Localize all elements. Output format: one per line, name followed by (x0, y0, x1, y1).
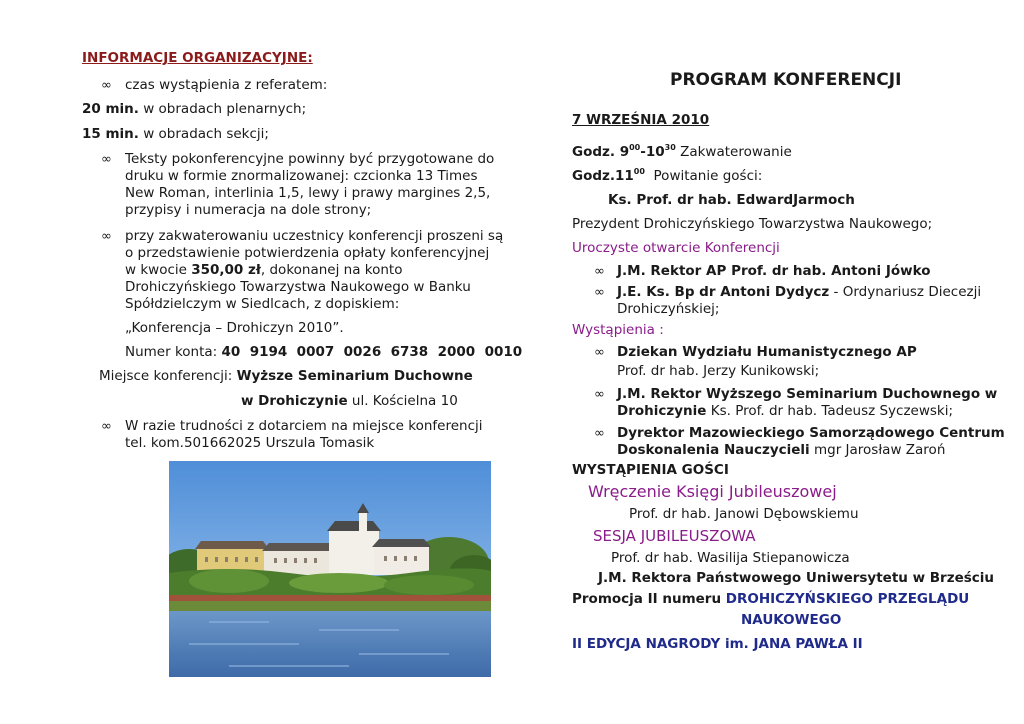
payment-line: Drohiczyńskiego Towarzystwa Naukowego w Banku (125, 279, 471, 295)
payment-line: Spółdzielczym w Siedlcach, z dopiskiem: (125, 296, 400, 312)
contact-line: tel. kom.501662025 Urszula Tomasik (125, 435, 375, 451)
bullet-icon: ∞ (101, 152, 112, 167)
greeter-name: Ks. Prof. dr hab. EdwardJarmoch (608, 192, 855, 208)
program-date: 7 WRZEŚNIA 2010 (572, 112, 710, 128)
bullet-icon: ∞ (101, 419, 112, 434)
promotion-line: Promocja II numeru DROHICZYŃSKIEGO PRZEGLĄDU (572, 591, 970, 607)
promotion-line2: NAUKOWEGO (741, 612, 842, 628)
talk-speaker: J.M. Rektor Wyższego Seminarium Duchownego w (617, 386, 998, 402)
book-heading: Wręczenie Księgi Jubileuszowej (588, 482, 837, 501)
slot-check-in: Godz. $9^{00}-10^{30}$ Zakwaterowanie (572, 143, 792, 160)
guests-heading: WYSTĄPIENIA GOŚCI (572, 462, 729, 478)
session-rector: J.M. Rektora Państwowego Uniwersytetu w Brześciu (598, 570, 994, 586)
opening-speaker: J.M. Rektor AP Prof. dr hab. Antoni Jówko (617, 263, 931, 279)
texts-line: przypisy i numeracja na dole strony; (125, 202, 372, 218)
bullet-icon: ∞ (594, 264, 605, 279)
account-number: Numer konta: 40 9194 0007 0026 6738 2000 0010 (125, 344, 523, 360)
bullet-icon: ∞ (594, 426, 605, 441)
opening-speaker-line2: Drohiczyńskiej; (617, 301, 720, 317)
venue-address: w Drohiczynie ul. Kościelna 10 (241, 393, 458, 409)
talk-speaker-line2: Drohiczynie Ks. Prof. dr hab. Tadeusz Syczewski; (617, 403, 954, 419)
bullet-icon: ∞ (101, 229, 112, 244)
slot-welcome: $Godz.11^{00}$ Powitanie gości: (572, 167, 763, 184)
bullet-icon: ∞ (594, 345, 605, 360)
session-person: Prof. dr hab. Wasilija Stiepanowicza (611, 550, 850, 566)
texts-line: druku w formie znormalizowanej: czcionka 13 Times (125, 168, 478, 184)
session-heading: SESJA JUBILEUSZOWA (593, 527, 756, 545)
payment-amount: 350,00 zł (191, 262, 261, 278)
seminary-photo (169, 461, 491, 677)
talk-speaker: Dziekan Wydziału Humanistycznego AP (617, 344, 917, 360)
talks-heading: Wystąpienia : (572, 322, 664, 338)
award-line: II EDYCJA NAGRODY im. JANA PAWŁA II (572, 636, 863, 652)
venue: Miejsce konferencji: Wyższe Seminarium Duchowne (99, 368, 473, 384)
book-person: Prof. dr hab. Janowi Dębowskiemu (629, 506, 859, 522)
time-section: 15 min. w obradach sekcji; (82, 126, 269, 142)
talk-speaker-line2: Doskonalenia Nauczycieli mgr Jarosław Zaroń (617, 442, 946, 458)
texts-line: New Roman, interlinia 1,5, lewy i prawy margines 2,5, (125, 185, 491, 201)
bullet-icon: ∞ (594, 285, 605, 300)
info-heading: INFORMACJE ORGANIZACYJNE: (82, 50, 313, 66)
bullet-icon: ∞ (594, 387, 605, 402)
time-plenary: 20 min. w obradach plenarnych; (82, 101, 307, 117)
talk-speaker: Dyrektor Mazowieckiego Samorządowego Centrum (617, 425, 1005, 441)
opening-speaker: J.E. Ks. Bp dr Antoni Dydycz - Ordynariusz Diecezji (617, 284, 982, 300)
payment-line: w kwocie 350,00 zł, dokonanej na konto (125, 262, 403, 278)
payment-line: przy zakwaterowaniu uczestnicy konferencji proszeni są (125, 228, 504, 244)
payment-line: o przedstawienie potwierdzenia opłaty konferencyjnej (125, 245, 490, 261)
greeter-role: Prezydent Drohiczyńskiego Towarzystwa Naukowego; (572, 216, 933, 232)
time-intro: czas wystąpienia z referatem: (125, 77, 328, 93)
bullet-icon: ∞ (101, 78, 112, 93)
talk-speaker-person: Prof. dr hab. Jerzy Kunikowski; (617, 363, 820, 379)
texts-line: Teksty pokonferencyjne powinny być przygotowane do (125, 151, 495, 167)
opening-heading: Uroczyste otwarcie Konferencji (572, 240, 780, 256)
payment-note: „Konferencja – Drohiczyn 2010”. (125, 320, 344, 336)
contact-line: W razie trudności z dotarciem na miejsce konferencji (125, 418, 483, 434)
page-title: PROGRAM KONFERENCJI (670, 70, 902, 90)
